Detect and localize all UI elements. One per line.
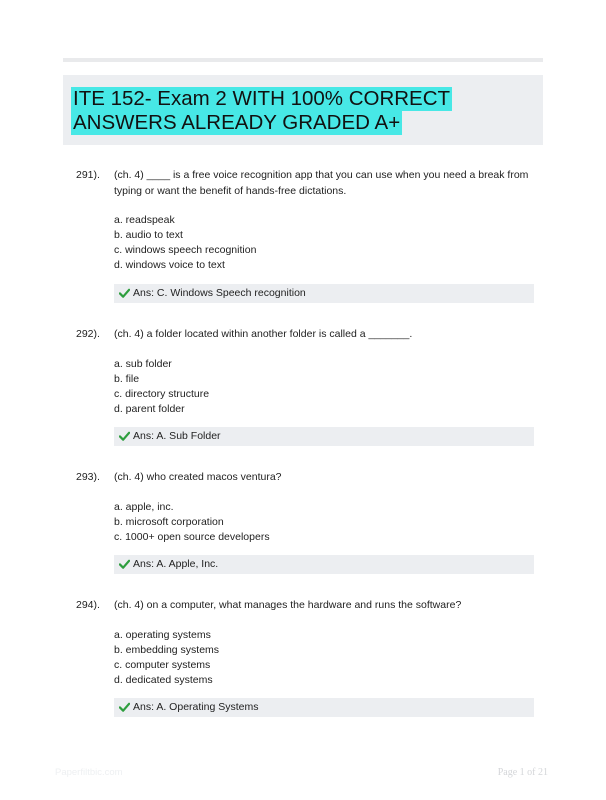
answer-box: [114, 698, 534, 717]
option-b: b. file: [114, 373, 140, 385]
option-a: a. readspeak: [114, 214, 175, 226]
answer-text: Ans: A. Operating Systems: [133, 701, 259, 713]
check-icon: [119, 558, 130, 570]
question-number: 293).: [76, 471, 100, 483]
option-a: a. apple, inc.: [114, 501, 174, 513]
document-title-line-2: ANSWERS ALREADY GRADED A+: [73, 111, 401, 134]
option-b: b. audio to text: [114, 229, 183, 241]
option-a: a. operating systems: [114, 629, 211, 641]
question-text: (ch. 4) a folder located within another folder is called a _______.: [114, 328, 413, 340]
option-d: d. windows voice to text: [114, 259, 225, 271]
option-b: b. microsoft corporation: [114, 516, 224, 528]
option-d: d. dedicated systems: [114, 674, 213, 686]
answer-text: Ans: C. Windows Speech recognition: [133, 287, 306, 299]
footer-watermark: Paperfiltbic.com: [55, 767, 123, 778]
option-b: b. embedding systems: [114, 644, 220, 656]
option-a: a. sub folder: [114, 358, 172, 370]
option-d: d. parent folder: [114, 403, 185, 415]
option-c: c. 1000+ open source developers: [114, 531, 270, 543]
check-icon: [119, 430, 130, 442]
answer-box: [114, 555, 534, 574]
answer-box: [114, 427, 534, 446]
question-text: (ch. 4) who created macos ventura?: [114, 471, 282, 483]
question-number: 292).: [76, 328, 100, 340]
answer-box: [114, 284, 534, 303]
page-number: Page 1 of 21: [497, 767, 548, 778]
option-c: c. windows speech recognition: [114, 244, 257, 256]
question-number: 291).: [76, 169, 100, 181]
title-banner: [63, 75, 543, 145]
question-text: (ch. 4) on a computer, what manages the hardware and runs the software?: [114, 599, 462, 611]
check-icon: [119, 287, 130, 299]
option-c: c. computer systems: [114, 659, 211, 671]
check-icon: [119, 701, 130, 713]
answer-text: Ans: A. Sub Folder: [133, 430, 221, 442]
top-divider: [63, 58, 543, 62]
question-text: (ch. 4) ____ is a free voice recognition app that you can use when you need a break from typing or want the benefit of hands-free dictations.: [114, 169, 529, 197]
option-c: c. directory structure: [114, 388, 210, 400]
question-number: 294).: [76, 599, 100, 611]
document-title-line-1: ITE 152- Exam 2 WITH 100% CORRECT: [73, 87, 451, 110]
answer-text: Ans: A. Apple, Inc.: [133, 558, 219, 570]
